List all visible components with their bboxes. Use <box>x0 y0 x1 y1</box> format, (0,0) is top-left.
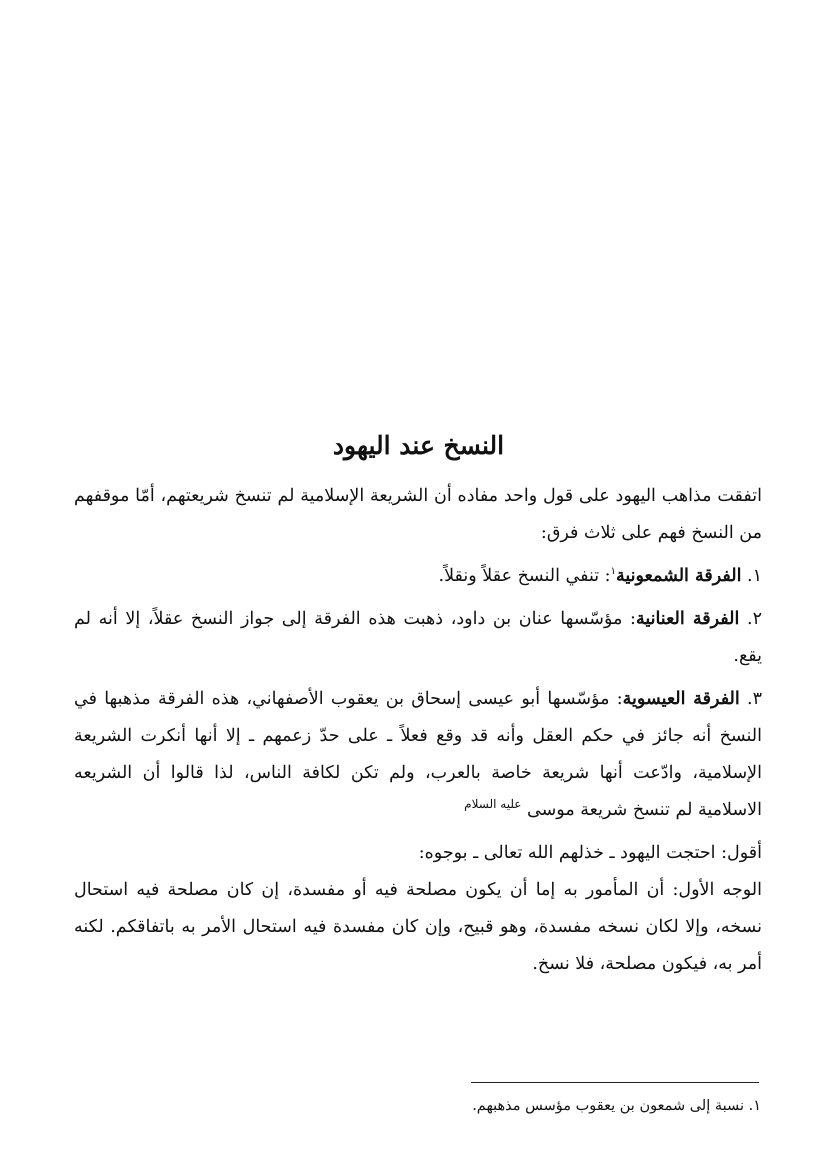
sect-item-ananiya <box>74 601 762 675</box>
argument-intro: أقول: احتجت اليهود ـ خذلهم الله تعالى ـ بوجوه: <box>418 843 762 863</box>
intro-paragraph: اتفقت مذاهب اليهود على قول واحد مفاده أن الشريعة الإسلامية لم تنسخ شريعتهم، أمّا موقفهم من النسخ فهم على ثلاث فرق: <box>74 486 762 543</box>
footnote-reference: ١ <box>610 566 616 578</box>
sect-name: الفرقة العنانية <box>635 609 740 629</box>
first-aspect-paragraph: الوجه الأول: أن المأمور به إما أن يكون مصلحة فيه أو مفسدة، إن كان مصلحة فيه استحال نسخه، وإلا لكان نسخه مفسدة، وهو قبيح، وإن كان مفسدة فيه استحال الأمر به باتفاقكم. لكنه أمر به، فيكون مصلحة، فلا نسخ. <box>74 880 762 974</box>
sect-description: : مؤسّسها عنان بن داود، ذهبت هذه الفرقة إلى جواز النسخ عقلاً، إلا أنه لم يقع. <box>74 609 762 666</box>
page-title: النسخ عند اليهود <box>332 431 505 460</box>
honorific-symbol: عليه السلام <box>464 797 522 812</box>
sect-item-shimoniya <box>74 558 762 595</box>
sect-description: : تنفي النسخ عقلاً ونقلاً. <box>438 566 611 586</box>
sect-description: : مؤسّسها أبو عيسى إسحاق بن يعقوب الأصفهاني، هذه الفرقة مذهبها في النسخ أنه جائز في حكم العقل وأنه قد وقع فعلاً ـ على حدّ زعمهم ـ إلا أنها أنكرت الشريعة الإسلامية، وادّعت أنها شريعة خاصة بالعرب، ولم تكن لكافة الناس، لذا قالوا أن الشريعه الاسلامية لم تنسخ شريعة موسى <box>74 689 762 820</box>
sect-name: الفرقة الشمعونية <box>615 566 742 586</box>
main-text <box>74 478 762 989</box>
footnote-divider <box>471 1082 759 1083</box>
sect-number: ١. <box>747 566 762 586</box>
sect-item-isawiya <box>74 681 762 829</box>
footnote: ١. نسبة إلى شمعون بن يعقوب مؤسس مذهبهم. <box>472 1098 761 1114</box>
sect-number: ٣. <box>747 689 762 709</box>
sect-name: الفرقة العيسوية <box>622 689 740 709</box>
sect-number: ٢. <box>747 609 762 629</box>
